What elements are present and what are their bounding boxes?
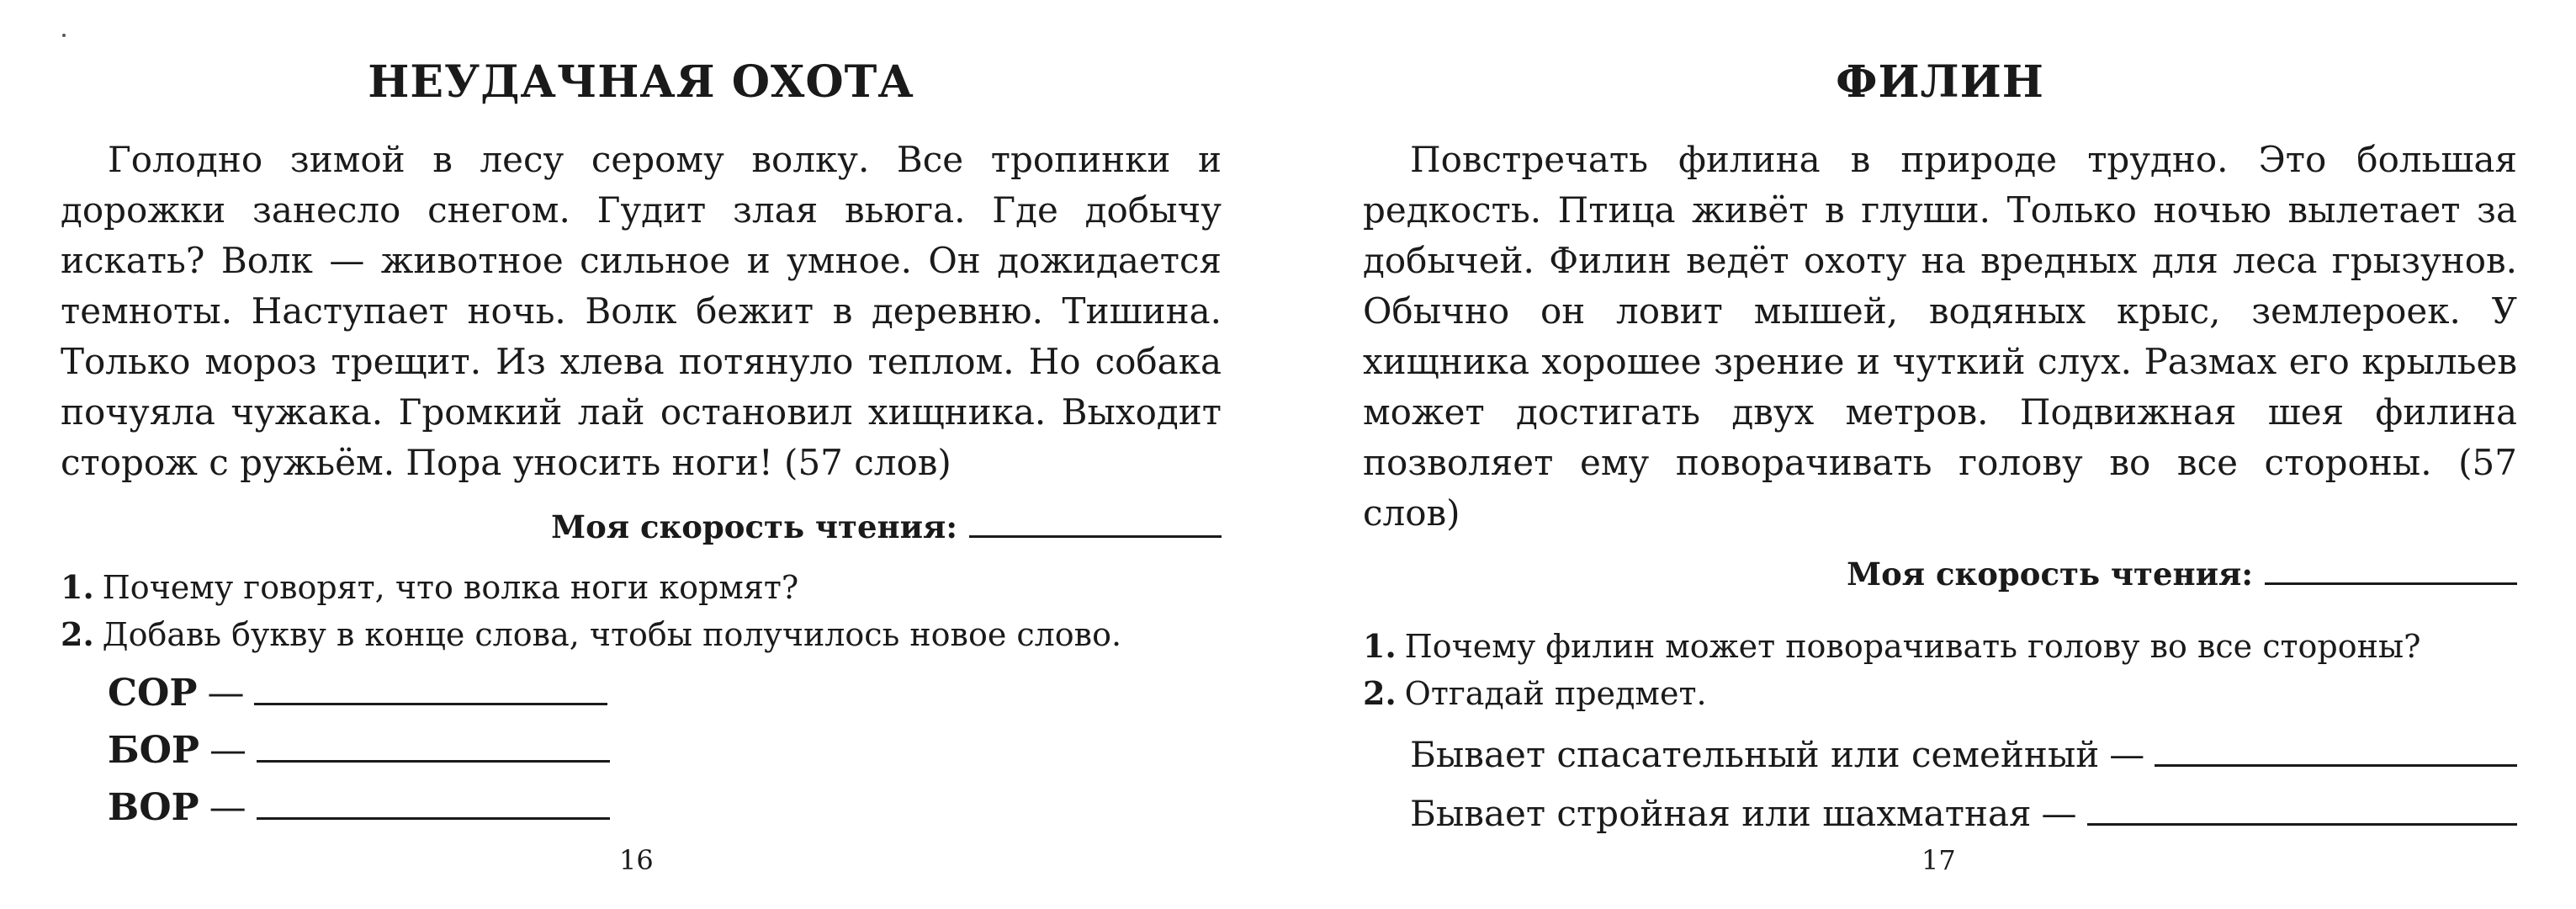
question-text: Почему филин может поворачивать голову во все стороны? <box>1404 628 2421 665</box>
left-reading-speed <box>551 508 1222 545</box>
right-question-2 <box>1363 670 2517 717</box>
right-page-story: Повстречать филина в природе трудно. Это большая редкость. Птица живёт в глуши. Только ночью вылетает за добычей. Филин ведёт охоту на вредных для леса грызунов. Обычно он ловит мышей, водяных крыс, землероек. У хищника хорошее зрение и чуткий слух. Размах его крыльев может достигать двух метров. Подвижная шея филина позволяет ему поворачивать голову во все стороны. (57 слов) <box>1363 139 2517 534</box>
right-reading-speed-blank[interactable] <box>2265 582 2517 585</box>
exercise-word: ВОР <box>108 786 199 829</box>
right-reading-speed <box>1847 556 2517 593</box>
right-reading-speed-label: Моя скорость чтения: <box>1847 556 2253 593</box>
question-text: Отгадай предмет. <box>1404 675 1707 712</box>
dash: — <box>207 672 245 715</box>
dash: — <box>209 786 246 829</box>
dash: — <box>209 729 247 772</box>
riddle-row-2 <box>1410 784 2517 843</box>
left-question-2 <box>61 611 1222 658</box>
left-questions <box>61 564 1222 658</box>
question-text: Почему говорят, что волка ноги кормят? <box>102 569 799 606</box>
exercise-word: СОР <box>108 672 198 715</box>
question-number: 1. <box>61 568 94 606</box>
left-page-number: 16 <box>619 844 654 876</box>
left-page-title: НЕУДАЧНАЯ ОХОТА <box>368 56 914 108</box>
dash: — <box>2041 793 2077 834</box>
riddle-text: Бывает спасательный или семейный <box>1410 734 2100 775</box>
right-question-1 <box>1363 623 2517 670</box>
answer-blank[interactable] <box>257 817 610 820</box>
word-row-bor <box>108 722 610 779</box>
right-questions <box>1363 623 2517 717</box>
left-page <box>61 0 1222 909</box>
left-reading-speed-label: Моя скорость чтения: <box>551 508 957 545</box>
exercise-word: БОР <box>108 729 200 772</box>
left-reading-speed-blank[interactable] <box>969 535 1222 538</box>
left-page-story: Голодно зимой в лесу серому волку. Все тропинки и дорожки занесло снегом. Гудит злая вьюга. Где добычу искать? Волк — животное сильное и умное. Он дожидается темноты. Наступает ночь. Волк бежит в деревню. Тишина. Только мороз трещит. Из хлева потянуло теплом. Но собака почуяла чужака. Громкий лай остановил хищника. Выходит сторож с ружьём. Пора уносить ноги! (57 слов) <box>61 139 1222 483</box>
word-exercise <box>108 665 610 837</box>
right-page <box>1363 0 2517 909</box>
riddle-text: Бывает стройная или шахматная <box>1410 793 2032 834</box>
question-number: 1. <box>1363 627 1397 665</box>
word-row-sor <box>108 665 610 722</box>
question-number: 2. <box>1363 674 1397 712</box>
answer-blank[interactable] <box>2087 789 2518 826</box>
answer-blank[interactable] <box>2155 731 2517 767</box>
question-number: 2. <box>61 615 94 653</box>
dash: — <box>2109 734 2145 775</box>
left-question-1 <box>61 564 1222 611</box>
riddle-exercise <box>1410 726 2517 843</box>
answer-blank[interactable] <box>257 760 610 763</box>
riddle-row-1 <box>1410 726 2517 784</box>
word-row-vor <box>108 779 610 837</box>
answer-blank[interactable] <box>254 703 607 705</box>
right-page-number: 17 <box>1921 844 1956 876</box>
right-page-title: ФИЛИН <box>1836 56 2044 108</box>
question-text: Добавь букву в конце слова, чтобы получилось новое слово. <box>102 616 1122 653</box>
